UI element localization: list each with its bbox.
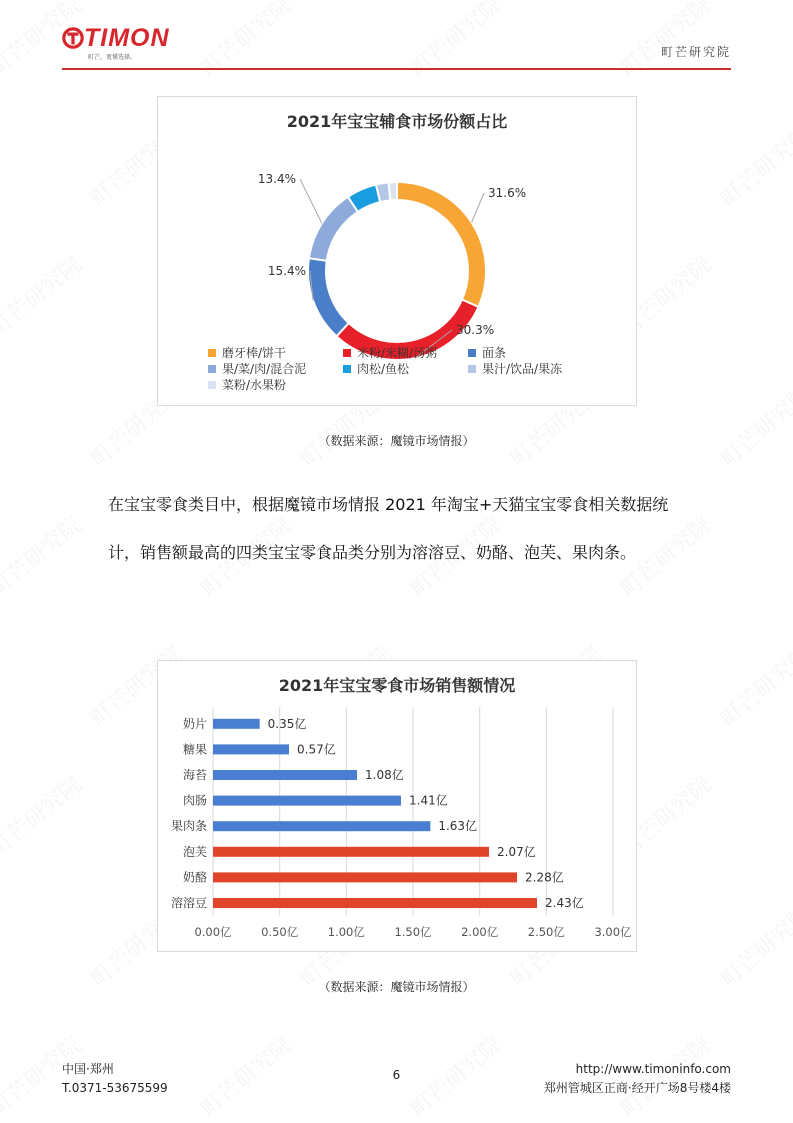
footer-location: 中国·郑州 bbox=[62, 1062, 114, 1076]
donut-slice bbox=[389, 182, 397, 200]
sales-chart-frame bbox=[157, 660, 637, 952]
y-category-label: 果肉条 bbox=[170, 819, 207, 834]
x-tick-label: 3.00亿 bbox=[594, 924, 632, 939]
chart-title: 2021年宝宝辅食市场份额占比 bbox=[286, 112, 508, 131]
legend-swatch bbox=[208, 381, 216, 389]
bar-value-label: 2.28亿 bbox=[525, 870, 564, 885]
leader-line bbox=[472, 193, 484, 222]
bar-value-label: 1.63亿 bbox=[438, 819, 478, 834]
legend-label: 磨牙棒/饼干 bbox=[222, 346, 287, 360]
y-category-label: 肉肠 bbox=[182, 793, 207, 808]
bar bbox=[213, 796, 401, 806]
bar bbox=[213, 719, 260, 729]
bar bbox=[213, 770, 357, 780]
donut-slice bbox=[397, 182, 486, 307]
x-tick-label: 2.50亿 bbox=[527, 924, 565, 939]
watermark-text bbox=[713, 118, 793, 212]
x-tick-label: 1.00亿 bbox=[327, 924, 365, 939]
share-chart-frame bbox=[157, 96, 637, 406]
page-number: 6 bbox=[392, 1068, 401, 1082]
footer-address: 郑州管城区正商·经开广场8号楼4楼 bbox=[543, 1081, 731, 1095]
footer-address-block bbox=[544, 1060, 731, 1098]
footer-phone: T.0371-53675599 bbox=[62, 1081, 168, 1095]
x-tick-label: 0.50亿 bbox=[261, 924, 299, 939]
y-category-label: 奶酪 bbox=[182, 870, 207, 885]
timon-logo bbox=[62, 26, 170, 50]
leader-line bbox=[300, 179, 322, 223]
legend-swatch bbox=[208, 365, 216, 373]
y-category-label: 泡芙 bbox=[182, 844, 207, 859]
bar bbox=[213, 898, 537, 908]
watermark-text bbox=[613, 0, 717, 83]
logo-tagline: 町芒，更懂选择。 bbox=[88, 54, 137, 61]
y-category-label: 糖果 bbox=[182, 742, 207, 757]
legend-label: 果汁/饮品/果冻 bbox=[482, 362, 563, 376]
slice-label: 31.6% bbox=[488, 186, 527, 200]
bar-value-label: 1.08亿 bbox=[365, 768, 404, 782]
bar-value-label: 2.07亿 bbox=[497, 844, 536, 859]
watermark-text bbox=[403, 0, 507, 83]
bar bbox=[213, 847, 489, 857]
watermark-text bbox=[713, 378, 793, 472]
donut-chart bbox=[158, 97, 636, 405]
bar bbox=[213, 872, 517, 882]
legend-swatch bbox=[208, 349, 216, 357]
watermark-text bbox=[713, 638, 793, 732]
chart1-caption: （数据来源：魔镜市场情报） bbox=[318, 434, 475, 448]
watermark-text bbox=[193, 0, 297, 83]
header-divider bbox=[62, 68, 731, 70]
slice-label: 30.3% bbox=[456, 323, 495, 337]
legend-label: 米粉/米糊/汤粥 bbox=[357, 346, 438, 360]
logo-mark-icon bbox=[62, 27, 84, 49]
watermark-text bbox=[0, 248, 87, 342]
legend-label: 面条 bbox=[482, 346, 507, 360]
bar bbox=[213, 744, 289, 754]
bar-chart bbox=[158, 661, 636, 951]
x-tick-label: 0.00亿 bbox=[194, 924, 232, 939]
legend-swatch bbox=[468, 365, 476, 373]
y-category-label: 溶溶豆 bbox=[170, 896, 207, 910]
legend-swatch bbox=[343, 349, 351, 357]
legend-label: 菜粉/水果粉 bbox=[222, 378, 287, 392]
legend-swatch bbox=[468, 349, 476, 357]
bar-value-label: 2.43亿 bbox=[545, 896, 584, 910]
legend-swatch bbox=[343, 365, 351, 373]
slice-label: 13.4% bbox=[257, 172, 296, 186]
watermark-text bbox=[0, 508, 87, 602]
x-tick-label: 1.50亿 bbox=[394, 924, 432, 939]
brand-name: 町芒研究院 bbox=[660, 45, 731, 59]
y-category-label: 海苔 bbox=[182, 768, 207, 782]
watermark-text bbox=[0, 768, 87, 862]
bar-value-label: 1.41亿 bbox=[409, 793, 448, 808]
logo-text: TIMON bbox=[84, 24, 170, 52]
body-paragraph: 在宝宝零食类目中，根据魔镜市场情报 2021 年淘宝+天猫宝宝零食相关数据统计，销售额最高的四类宝宝零食品类分别为溶溶豆、奶酪、泡芙、果肉条。 bbox=[108, 495, 669, 562]
bar-value-label: 0.57亿 bbox=[297, 742, 336, 757]
donut-slice bbox=[309, 197, 358, 261]
legend-label: 肉松/鱼松 bbox=[357, 362, 410, 376]
slice-label: 15.4% bbox=[267, 264, 306, 278]
bar bbox=[213, 821, 430, 831]
bar-value-label: 0.35亿 bbox=[267, 716, 307, 731]
x-tick-label: 2.00亿 bbox=[461, 924, 499, 939]
chart-title: 2021年宝宝零食市场销售额情况 bbox=[278, 676, 516, 695]
donut-slice bbox=[308, 258, 349, 336]
y-category-label: 奶片 bbox=[182, 716, 207, 731]
footer-url[interactable]: http://www.timoninfo.com bbox=[575, 1062, 731, 1076]
chart2-caption: （数据来源：魔镜市场情报） bbox=[318, 980, 475, 994]
legend-label: 果/菜/肉/混合泥 bbox=[222, 362, 307, 376]
